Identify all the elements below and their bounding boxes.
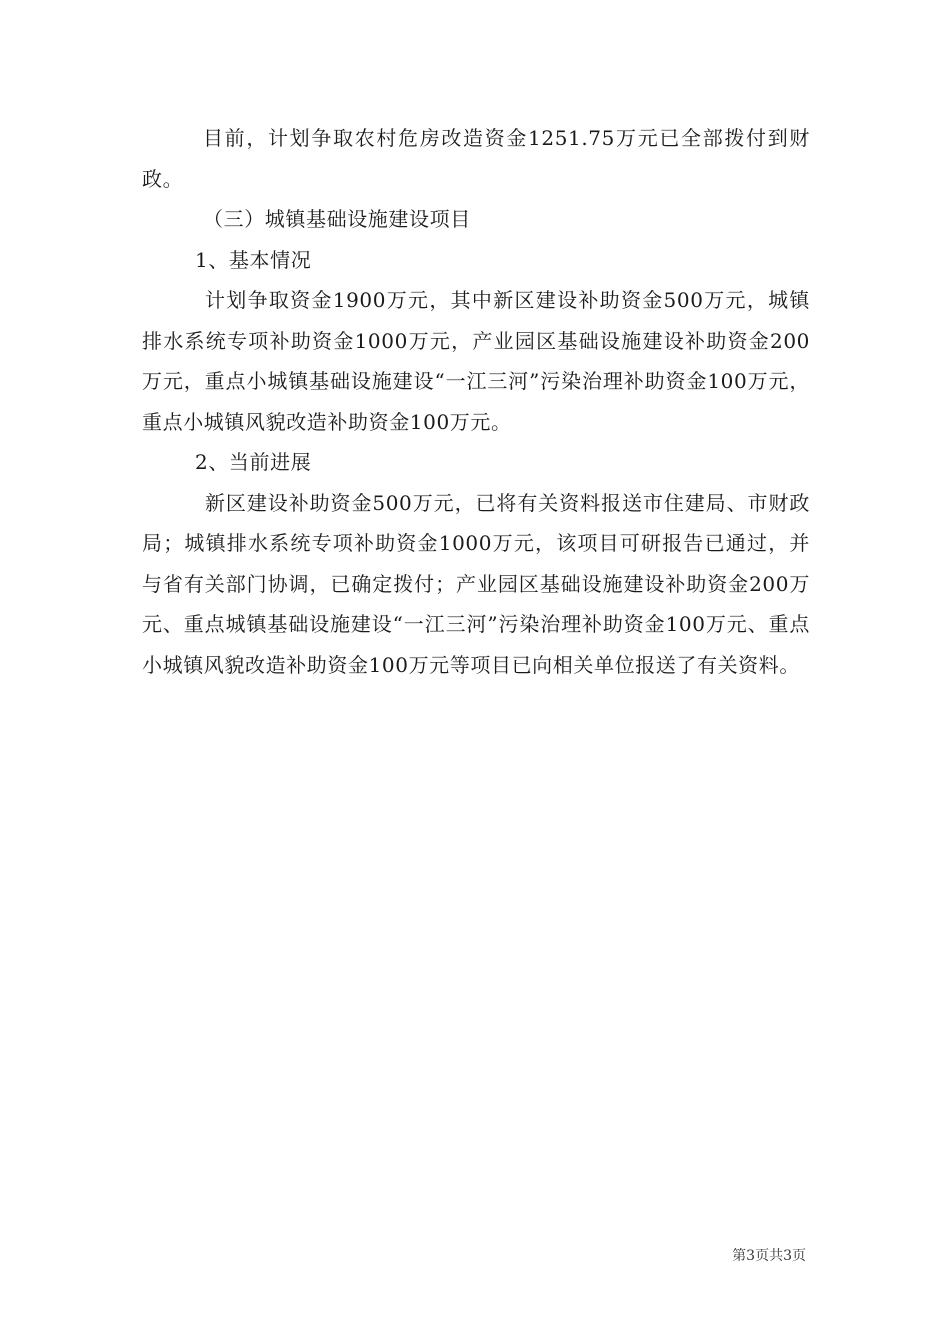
paragraph-basic-situation: 计划争取资金1900万元，其中新区建设补助资金500万元，城镇排水系统专项补助资金1000万元，产业园区基础设施建设补助资金200万元，重点小城镇基础设施建设“一江三河”污染治理补助资金100万元，重点小城镇风貌改造补助资金100万元。 [142,288,810,434]
paragraph-current-progress: 新区建设补助资金500万元，已将有关资料报送市住建局、市财政局；城镇排水系统专项补助资金1000万元，该项目可研报告已通过，并与省有关部门协调，已确定拨付；产业园区基础设施建设补助资金200万元、重点城镇基础设施建设“一江三河”污染治理补助资金100万元、重点小城镇风貌改造补助资金100万元等项目已向相关单位报送了有关资料。 [142,490,810,677]
subheading-basic-situation: 1、基本情况 [195,247,312,272]
paragraph-funding-status: 目前，计划争取农村危房改造资金1251.75万元已全部拨付到财政。 [142,126,810,191]
subheading-current-progress: 2、当前进展 [195,450,312,474]
document-body [142,118,810,685]
section-heading-infrastructure: （三）城镇基础设施建设项目 [203,207,471,231]
page-number-footer: 第3页共3页 [732,1248,806,1264]
